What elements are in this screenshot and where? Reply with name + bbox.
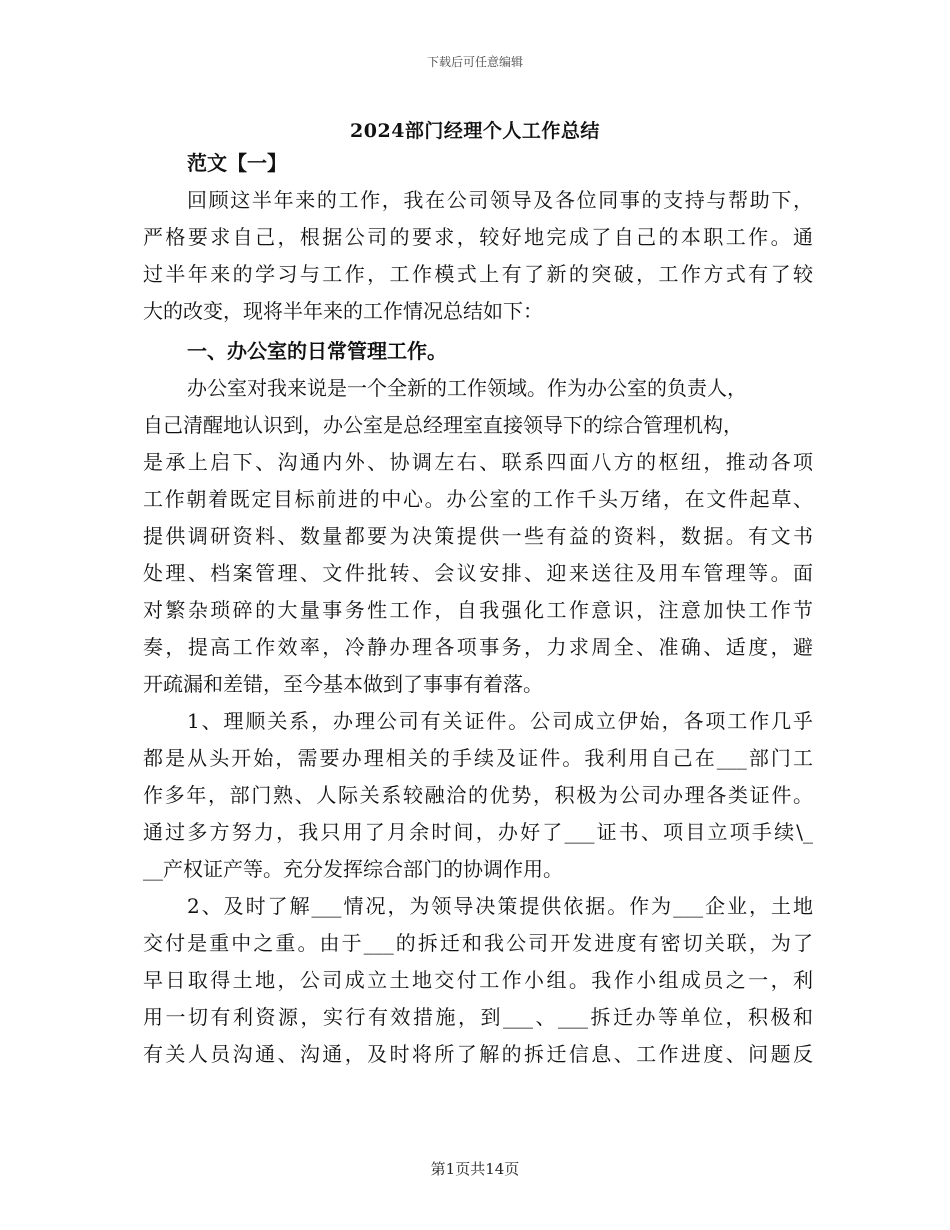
paragraph-line: 通过多方努力，我只用了月余时间，办好了___证书、项目立项手续\_: [143, 820, 813, 844]
paragraph-line: 用一切有利资源，实行有效措施，到___、___拆迁办等单位，积极和: [143, 1005, 813, 1029]
paragraph-line: 2、及时了解___情况，为领导决策提供依据。作为___企业，土地: [187, 894, 813, 918]
paragraph-line: 作多年，部门熟、人际关系较融洽的优势，积极为公司办理各类证件。: [143, 783, 813, 807]
paragraph-line: 回顾这半年来的工作，我在公司领导及各位同事的支持与帮助下，: [187, 188, 813, 212]
page-number-footer: 第1页共14页: [430, 1160, 520, 1178]
paragraph-line: 开疏漏和差错，至今基本做到了事事有着落。: [143, 672, 543, 696]
paragraph-line: 范文【一】: [187, 151, 287, 175]
paragraph-line: 自己清醒地认识到，办公室是总经理室直接领导下的综合管理机构，: [143, 413, 743, 437]
paragraph-line: 对繁杂琐碎的大量事务性工作，自我强化工作意识，注意加快工作节: [143, 598, 813, 622]
paragraph-line: 奏，提高工作效率，冷静办理各项事务，力求周全、准确、适度，避: [143, 635, 813, 659]
paragraph-line: 都是从头开始，需要办理相关的手续及证件。我利用自己在___部门工: [143, 746, 813, 770]
paragraph-line: 大的改变，现将半年来的工作情况总结如下：: [143, 299, 543, 323]
header-note: 下载后可任意编辑: [426, 55, 523, 69]
paragraph-line: 早日取得土地，公司成立土地交付工作小组。我作小组成员之一，利: [143, 968, 813, 992]
paragraph-line: 提供调研资料、数量都要为决策提供一些有益的资料，数据。有文书: [143, 524, 813, 548]
paragraph-line: 1、理顺关系，办理公司有关证件。公司成立伊始，各项工作几乎: [187, 709, 813, 733]
paragraph-line: 办公室对我来说是一个全新的工作领域。作为办公室的负责人，: [187, 376, 747, 400]
paragraph-line: 有关人员沟通、沟通，及时将所了解的拆迁信息、工作进度、问题反: [143, 1042, 813, 1066]
paragraph-line: 严格要求自己，根据公司的要求，较好地完成了自己的本职工作。通: [143, 225, 813, 249]
paragraph-line: 交付是重中之重。由于___的拆迁和我公司开发进度有密切关联，为了: [143, 931, 813, 955]
paragraph-line: 工作朝着既定目标前进的中心。办公室的工作千头万绪，在文件起草、: [143, 487, 813, 511]
paragraph-line: __产权证产等。充分发挥综合部门的协调作用。: [143, 857, 563, 881]
section-heading: 一、办公室的日常管理工作。: [187, 339, 447, 363]
paragraph-line: 过半年来的学习与工作，工作模式上有了新的突破，工作方式有了较: [143, 262, 813, 286]
paragraph-line: 是承上启下、沟通内外、协调左右、联系四面八方的枢纽，推动各项: [143, 450, 813, 474]
document-title: 2024部门经理个人工作总结: [350, 120, 600, 142]
paragraph-line: 处理、档案管理、文件批转、会议安排、迎来送往及用车管理等。面: [143, 561, 813, 585]
